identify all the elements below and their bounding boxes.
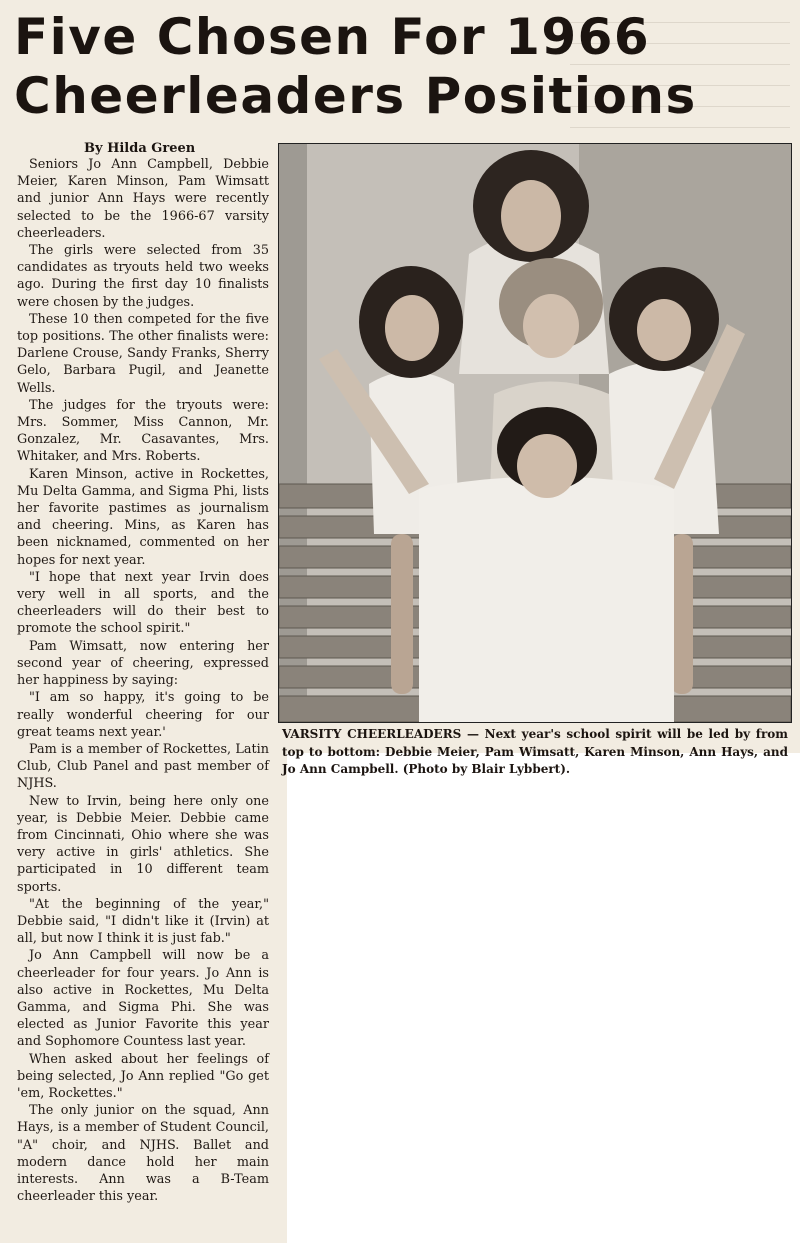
article-paragraph: "I am so happy, it's going to be really wonderful cheering for our great teams next year.' [17,690,269,740]
headline-line-2: Cheerleaders Positions [14,67,697,125]
cheerleaders-photo-illustration [279,144,791,722]
photo-wall-edge [279,144,307,722]
article-paragraph: Karen Minson, active in Rockettes, Mu Delta Gamma, and Sigma Phi, lists her favorite pastimes as journalism and cheering. Mins, as Karen has been nicknamed, commented on her hopes for next year. [17,466,269,568]
article-paragraph: The only junior on the squad, Ann Hays, is a member of Student Council, "A" choir, and NJHS. Ballet and modern dance hold her main interests. Ann was a B-Team cheerleader this year. [17,1103,269,1205]
photo-caption: VARSITY CHEERLEADERS — Next year's school spirit will be led by from top to bottom: Debbie Meier, Pam Wimsatt, Karen Minson, Ann Hays, and Jo Ann Campbell. (Photo by Blair Lybbert). [282,727,788,776]
article-paragraph: New to Irvin, being here only one year, is Debbie Meier. Debbie came from Cincinnati, Ohio where she was very active in girls' athletics. She participated in 10 different team sports. [17,793,269,895]
article-paragraph: The girls were selected from 35 candidates as tryouts held two weeks ago. During the first day 10 finalists were chosen by the judges. [17,243,269,310]
article-body [17,156,269,1205]
article-paragraph: Pam is a member of Rockettes, Latin Club, Club Panel and past member of NJHS. [17,741,269,792]
headline-line-1: Five Chosen For 1966 [14,8,651,66]
byline: By Hilda Green [84,141,196,156]
headline [14,8,794,126]
article-paragraph: "At the beginning of the year," Debbie said, "I didn't like it (Irvin) at all, but now I think it is just fab." [17,896,269,947]
article-paragraph: Pam Wimsatt, now entering her second year of cheering, expressed her happiness by saying: [17,638,269,689]
article-paragraph: When asked about her feelings of being selected, Jo Ann replied "Go get 'em, Rockettes." [17,1051,269,1101]
article-paragraph: Seniors Jo Ann Campbell, Debbie Meier, Karen Minson, Pam Wimsatt and junior Ann Hays were recently selected to be the 1966-67 varsity cheerleaders. [17,157,269,241]
article-paragraph: Jo Ann Campbell will now be a cheerleader for four years. Jo Ann is also active in Rockettes, Mu Delta Gamma, and Sigma Phi. She was elected as Junior Favorite this year and Sophomore Countess last year. [17,948,269,1050]
cheerleaders-photo [278,143,792,723]
article-paragraph: The judges for the tryouts were: Mrs. Sommer, Miss Cannon, Mr. Gonzalez, Mr. Casavantes, Mrs. Whitaker, and Mrs. Roberts. [17,397,269,465]
article-paragraph: These 10 then competed for the five top positions. The other finalists were: Darlene Crouse, Sandy Franks, Sherry Gelo, Barbara Pugil, and Jeanette Wells. [17,311,269,396]
article-paragraph: "I hope that next year Irvin does very well in all sports, and the cheerleaders will do their best to promote the school spirit." [17,569,269,637]
